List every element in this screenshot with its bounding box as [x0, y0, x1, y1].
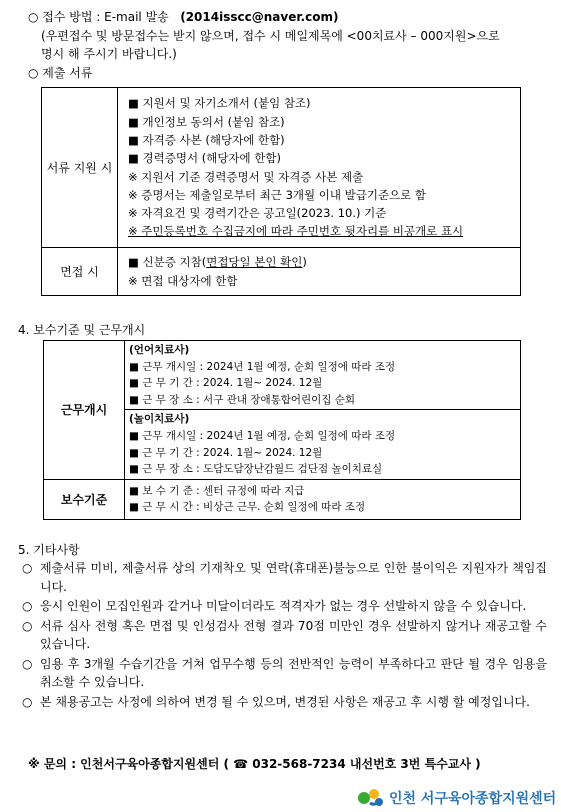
- pay-label: 보수기준: [44, 479, 125, 519]
- etc-item-text: 본 채용공고는 사정에 의하여 변경 될 수 있으며, 변경된 사항은 재공고 후 시행 할 예정입니다.: [40, 694, 530, 709]
- etc-heading: 5. 기타사항: [18, 543, 80, 557]
- play-title: (놀이치료사): [129, 413, 190, 426]
- circle-bullet-icon: ○: [22, 561, 33, 575]
- pay-details: [125, 479, 521, 519]
- center-logo-text: 인천 서구육아종합지원센터: [389, 791, 557, 807]
- etc-item: [22, 693, 547, 712]
- etc-list: [22, 559, 547, 711]
- etc-item: [22, 559, 547, 596]
- documents-table: [41, 87, 521, 296]
- pay-row: [44, 479, 521, 519]
- receipt-method: [28, 8, 338, 25]
- doc-line: ■ 경력증명서 (해당자에 한함): [128, 151, 282, 166]
- receipt-email: (2014isscc@naver.com): [180, 10, 339, 24]
- work-row: [44, 341, 521, 480]
- interview-line-underlined: 면접당일 본인 확인: [206, 255, 303, 270]
- documents-row: [42, 88, 521, 248]
- center-logo-icon: [357, 787, 385, 809]
- pay-line: ■ 근 무 시 간 : 비상근 근무. 순회 일정에 따라 조정: [129, 501, 366, 514]
- pay-table: [43, 340, 521, 520]
- work-details: [125, 341, 521, 480]
- etc-item-text: 제출서류 미비, 제출서류 상의 기재착오 및 연락(휴대폰)불능으로 인한 불이익은 지원자가 책임집니다.: [40, 561, 547, 594]
- doc-line: ※ 자격요건 및 경력기간은 공고일(2023. 10.) 기준: [128, 206, 387, 221]
- play-line: ■ 근 무 장 소 : 도담도담장난감월드 검단점 놀이치료실: [129, 463, 383, 476]
- pay-heading: 4. 보수기준 및 근무개시: [18, 323, 146, 337]
- circle-bullet-icon: ○: [22, 656, 33, 671]
- doc-lines: [118, 88, 521, 248]
- interview-line-suffix: ): [302, 255, 307, 270]
- receipt-method-label: ○ 접수 방법 : E-mail 발송: [28, 10, 169, 24]
- speech-line: ■ 근 무 장 소 : 서구 관내 장애통합어린이집 순회: [129, 393, 356, 406]
- etc-item-text: 응시 인원이 모집인원과 같거나 미달이더라도 적격자가 없는 경우 선발하지 않을 수 있습니다.: [40, 599, 527, 613]
- doc-line: ■ 자격증 사본 (해당자에 한함): [128, 132, 285, 147]
- pay-line: ■ 보 수 기 준 : 센터 규정에 따라 지급: [129, 484, 305, 497]
- etc-item-text: 임용 후 3개월 수습기간을 거쳐 업무수행 등의 전반적인 능력이 부족하다고 판단 될 경우 임용을 취소할 수 있습니다.: [40, 656, 547, 689]
- circle-bullet-icon: ○: [22, 599, 33, 613]
- play-line: ■ 근무 개시일 : 2024년 1월 예정, 순회 일정에 따라 조정: [129, 429, 396, 442]
- etc-item: [22, 617, 547, 654]
- doc-line: ※ 지원서 기준 경력증명서 및 자격증 사본 제출: [128, 169, 364, 184]
- speech-line: ■ 근무 개시일 : 2024년 1월 예정, 순회 일정에 따라 조정: [129, 360, 396, 373]
- play-line: ■ 근 무 기 간 : 2024. 1월~ 2024. 12월: [129, 446, 323, 459]
- speech-line: ■ 근 무 기 간 : 2024. 1월~ 2024. 12월: [129, 377, 323, 390]
- receipt-note-line2: 명시 해 주시기 바랍니다.): [41, 47, 177, 61]
- work-label: 근무개시: [44, 341, 125, 480]
- contact-info: ※ 문의 : 인천서구육아종합지원센터 ( ☎ 032-568-7234 내선번호 3번 특수교사 ): [28, 757, 481, 771]
- doc-line: ■ 개인정보 동의서 (붙임 참조): [128, 114, 285, 129]
- interview-line: ※ 면접 대상자에 한함: [128, 273, 238, 288]
- etc-item: [22, 597, 547, 616]
- center-logo: [357, 787, 556, 809]
- circle-bullet-icon: ○: [22, 694, 33, 709]
- receipt-note-line1: (우편접수 및 방문접수는 받지 않으며, 접수 시 메일제목에 <00치료사 – 000지원>으로: [41, 29, 500, 43]
- play-block: [125, 409, 520, 478]
- doc-label: 서류 지원 시: [42, 88, 118, 248]
- docs-heading: ○ 제출 서류: [28, 66, 93, 80]
- interview-line: [128, 253, 520, 271]
- circle-bullet-icon: ○: [22, 618, 33, 633]
- interview-row: [42, 248, 521, 296]
- speech-title: (언어치료사): [129, 344, 190, 356]
- speech-block: [125, 341, 520, 409]
- doc-line: ■ 지원서 및 자기소개서 (붙임 참조): [128, 96, 311, 111]
- doc-line-underlined: ※ 주민등록번호 수집금지에 따라 주민번호 뒷자리를 비공개로 표시: [128, 224, 464, 239]
- etc-item-text: 서류 심사 전형 혹은 면접 및 인성검사 전형 결과 70점 미만인 경우 선발하지 않거나 재공고할 수 있습니다.: [40, 618, 547, 651]
- doc-line: ※ 증명서는 제출일로부터 최근 3개월 이내 발급기준으로 함: [128, 187, 427, 202]
- interview-lines: [118, 248, 521, 296]
- interview-line-prefix: ■ 신분증 지참(: [128, 255, 207, 270]
- interview-label: 면접 시: [42, 248, 118, 296]
- etc-item: [22, 655, 547, 692]
